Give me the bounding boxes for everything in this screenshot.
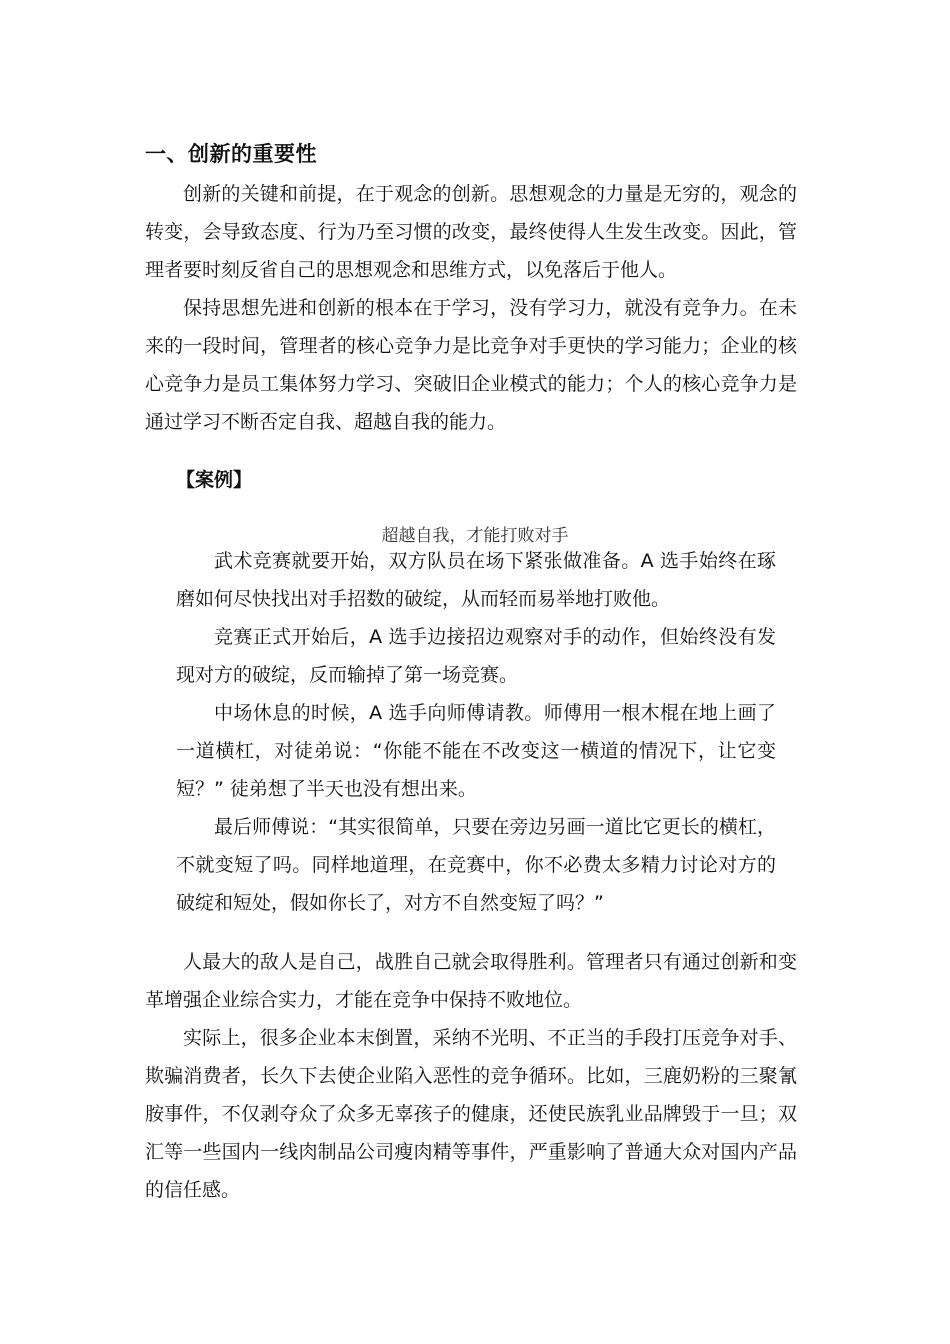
case-paragraph: 最后师傅说：“其实很简单，只要在旁边另画一道比它更长的横杠，不就变短了吗。同样地道理，在竞赛中，你不必费太多精力讨论对方的破绽和短处，假如你长了，对方不自然变短了吗？”	[176, 816, 776, 914]
case-paragraph: 竞赛正式开始后，A 选手边接招边观察对手的动作，但始终没有发现对方的破绽，反而输掉了第一场竞赛。	[176, 626, 776, 686]
conclusion-paragraph: 实际上，很多企业本末倒置，采纳不光明、不正当的手段打压竞争对手、欺骗消费者，长久下去使企业陷入恶性的竞争循环。比如，三鹿奶粉的三聚氰胺事件，不仅剥夺众了众多无辜孩子的健康，还使民族乳业品牌毁于一旦；双汇等一些国内一线肉制品公司瘦肉精等事件，严重影响了普通大众对国内产品的信任感。	[145, 1027, 797, 1201]
case-title: 超越自我，才能打败对手	[381, 526, 569, 546]
case-label: 【案例】	[176, 469, 253, 491]
case-paragraph: 武术竞赛就要开始，双方队员在场下紧张做准备。A 选手始终在琢磨如何尽快找出对手招数的破绽，从而轻而易举地打败他。	[176, 550, 776, 610]
body-paragraph: 保持思想先进和创新的根本在于学习，没有学习力，就没有竞争力。在未来的一段时间，管理者的核心竞争力是比竞争对手更快的学习能力；企业的核心竞争力是员工集体努力学习、突破旧企业模式的能力；个人的核心竞争力是通过学习不断否定自我、超越自我的能力。	[145, 297, 797, 433]
case-paragraph: 中场休息的时候，A 选手向师傅请教。师傅用一根木棍在地上画了一道横杠，对徒弟说：“你能不能在不改变这一横道的情况下，让它变短？” 徒弟想了半天也没有想出来。	[176, 702, 776, 800]
conclusion-paragraph: 人最大的敌人是自己，战胜自己就会取得胜利。管理者只有通过创新和变革增强企业综合实力，才能在竞争中保持不败地位。	[145, 951, 797, 1011]
body-paragraph: 创新的关键和前提，在于观念的创新。思想观念的力量是无穷的，观念的转变，会导致态度、行为乃至习惯的改变，最终使得人生发生改变。因此，管理者要时刻反省自己的思想观念和思维方式，以免落后于他人。	[145, 183, 797, 281]
section-heading: 一、创新的重要性	[145, 142, 317, 166]
